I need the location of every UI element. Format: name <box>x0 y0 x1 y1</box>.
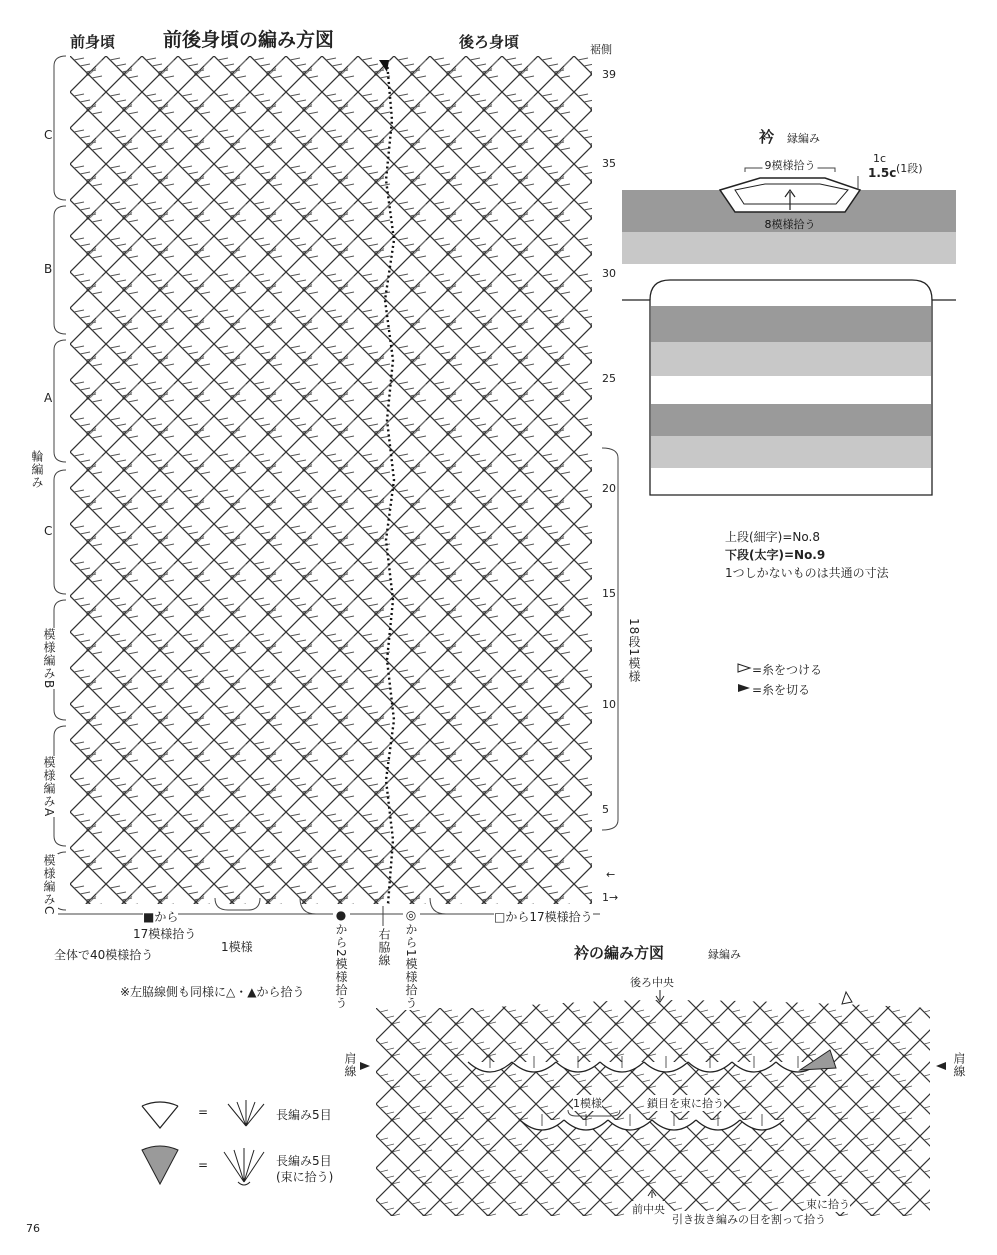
pick-from-black-square: ■から <box>143 910 179 924</box>
side-seam-label: 右脇線 <box>377 928 391 967</box>
stripe-4 <box>651 436 931 468</box>
collar-curve <box>650 280 932 300</box>
row-arrow-left: ← <box>606 868 616 881</box>
row-number-10: 10 <box>602 698 616 711</box>
row-number-30: 30 <box>602 267 616 280</box>
legend-eq-1: = <box>198 1105 209 1119</box>
collar-bottom-pick: 8模様拾う <box>764 218 816 231</box>
collar-attach-yarn-icon <box>842 992 852 1004</box>
section-label-pattern-a: 模様編みA <box>42 756 56 818</box>
back-body-label: 後ろ身頃 <box>459 33 520 51</box>
row-number-15: 15 <box>602 587 616 600</box>
legend-item-1: 長編み5目 <box>276 1108 332 1122</box>
collar-top-pick: 9模様拾う <box>764 159 816 172</box>
collar-dim-1-5c: 1.5c <box>868 166 897 180</box>
left-seam-note: ※左脇線側も同様に△・▲から拾う <box>120 985 305 999</box>
section-label-ribbing: 輪編み <box>30 450 44 489</box>
collar-one-pattern: 1模様 <box>573 1097 602 1110</box>
section-label-pattern-c: 模様編みC <box>42 854 56 916</box>
repeat-bracket <box>602 448 618 830</box>
row-number-25: 25 <box>602 372 616 385</box>
section-label-b: B <box>44 262 53 276</box>
collar-front-center: 前中央 <box>632 1203 665 1216</box>
stripe-1 <box>651 306 931 342</box>
legend-item-2b: (束に拾う) <box>276 1170 334 1184</box>
pick-from-white-square: □から17模様拾う <box>494 910 593 924</box>
collar-chain-bundle: 鎖目を束に拾う <box>647 1097 724 1110</box>
legend-eq-2: = <box>198 1158 209 1172</box>
attach-yarn-icon <box>738 664 750 672</box>
stripe-3 <box>651 404 931 436</box>
pick-from-circle: ●から2模様拾う <box>334 908 348 1010</box>
section-label-pattern-b: 模様編みB <box>42 628 56 690</box>
total-patterns: 全体で40模様拾う <box>54 948 154 962</box>
row-number-39: 39 <box>602 68 616 81</box>
page-number: 76 <box>26 1222 40 1235</box>
front-body-label: 前身頃 <box>70 33 116 51</box>
collar-dim-1c: 1c <box>873 152 887 165</box>
collar-bundle-pick: 束に拾う <box>806 1198 850 1211</box>
collar-back-center: 後ろ中央 <box>630 976 674 989</box>
yarn-attach-label: =糸をつける <box>752 663 823 677</box>
yarn-cut-label: =糸を切る <box>752 683 811 697</box>
collar-chart-title: 衿の編み方図 <box>574 944 665 962</box>
collar-chart-subtitle: 縁編み <box>708 948 741 961</box>
row-number-1: 1→ <box>602 891 619 904</box>
row-number-5: 5 <box>602 803 609 816</box>
shoulder-right-arrow-icon <box>936 1062 946 1070</box>
pick-from-white-circle: ◎から1模様拾う <box>404 908 418 1010</box>
size-note-line2: 下段(太字)=No.9 <box>725 548 826 562</box>
collar-subtitle: 縁編み <box>787 132 820 145</box>
body-chart-title: 前後身頃の編み方図 <box>163 29 335 51</box>
shoulder-left-arrow-icon <box>360 1062 370 1070</box>
five-dc-bundle-symbol-icon <box>224 1148 264 1185</box>
section-label-a: A <box>44 391 53 405</box>
five-dc-symbol-icon <box>228 1100 264 1126</box>
section-label-c-mid: C <box>44 524 53 538</box>
hem-side-label: 裾側 <box>590 43 612 56</box>
cut-yarn-icon <box>738 684 750 692</box>
collar-slip-split: 引き抜き編みの目を割って拾う <box>672 1213 826 1226</box>
size-note-line1: 上段(細字)=No.8 <box>725 530 820 544</box>
collar-shoulder-right: 肩線 <box>952 1052 966 1078</box>
row-number-35: 35 <box>602 157 616 170</box>
stripe-2 <box>651 342 931 376</box>
fan-bundle-symbol-icon <box>142 1146 178 1184</box>
size-note-line3: 1つしかないものは共通の寸法 <box>725 566 889 580</box>
collar-shoulder-left: 肩線 <box>343 1052 357 1078</box>
body-lattice-area <box>70 56 592 904</box>
one-pattern-label: 1模様 <box>221 940 253 954</box>
row-number-20: 20 <box>602 482 616 495</box>
collar-row-note: (1段) <box>896 162 923 175</box>
fan-symbol-icon <box>142 1106 178 1128</box>
section-label-c-top: C <box>44 128 53 142</box>
collar-band-light <box>622 232 956 264</box>
pick-17-patterns: 17模様拾う <box>133 927 197 941</box>
collar-title: 衿 <box>759 128 775 146</box>
legend-item-2a: 長編み5目 <box>276 1154 332 1168</box>
repeat-label: 18段1模様 <box>627 618 641 683</box>
